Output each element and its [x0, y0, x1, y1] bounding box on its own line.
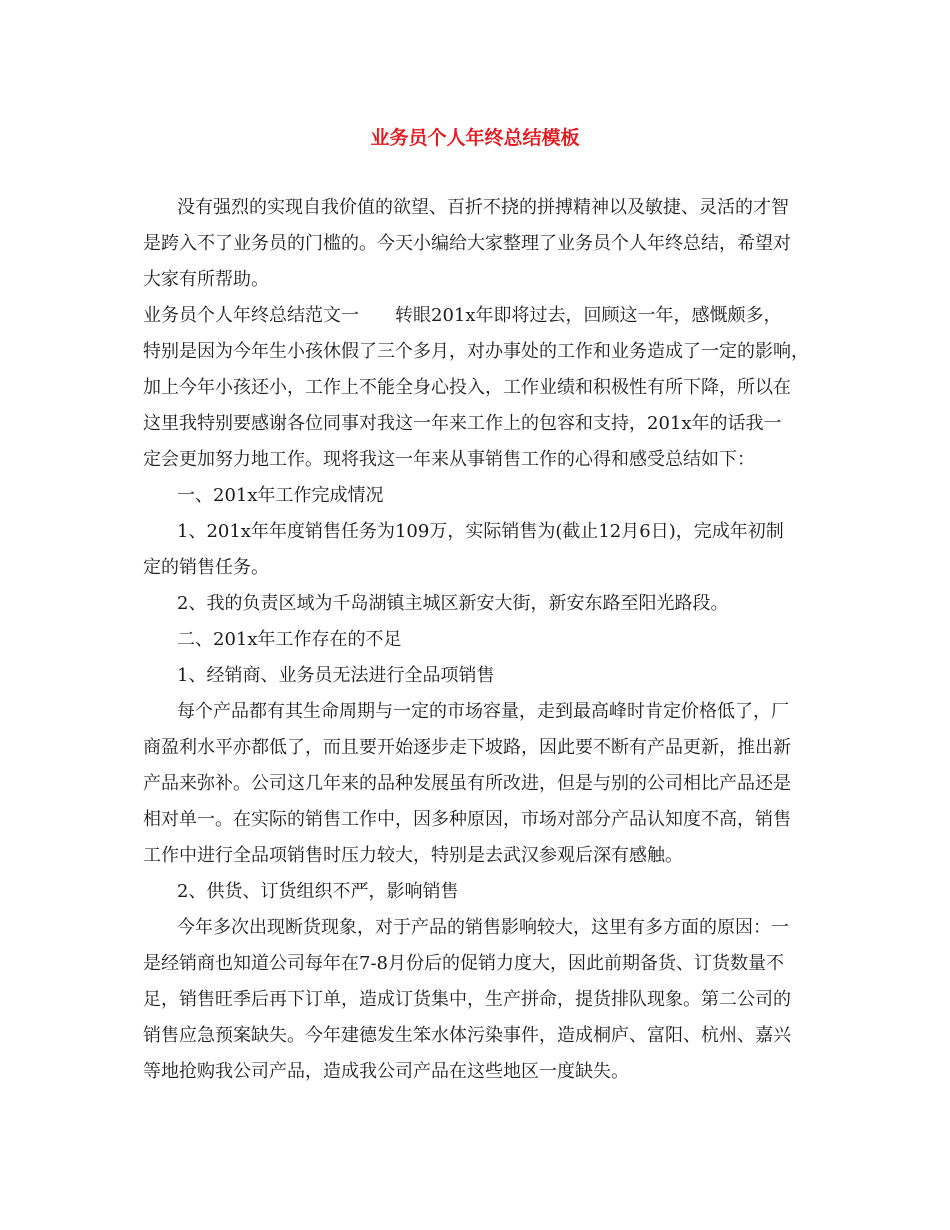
paragraph-line: 业务员个人年终总结范文一 转眼201x年即将过去，回顾这一年，感慨颇多，	[143, 305, 782, 326]
paragraph-line: 每个产品都有其生命周期与一定的市场容量，走到最高峰时肯定价格低了，厂	[177, 701, 789, 722]
paragraph-line: 今年多次出现断货现象，对于产品的销售影响较大，这里有多方面的原因：一	[177, 917, 789, 938]
paragraph-line: 大家有所帮助。	[143, 269, 269, 290]
paragraph-line: 等地抢购我公司产品，造成我公司产品在这些地区一度缺失。	[143, 1061, 629, 1082]
document-title: 业务员个人年终总结模板	[370, 127, 580, 149]
paragraph-line: 商盈利水平亦都低了，而且要开始逐步走下坡路，因此要不断有产品更新，推出新	[143, 737, 791, 758]
paragraph-line: 足，销售旺季后再下订单，造成订货集中，生产拼命，提货排队现象。第二公司的	[143, 989, 791, 1010]
paragraph-line: 1、201x年年度销售任务为109万，实际销售为(截止12月6日)，完成年初制	[177, 521, 784, 542]
paragraph-line: 2、我的负责区域为千岛湖镇主城区新安大街，新安东路至阳光路段。	[177, 593, 729, 614]
section-heading: 一、201x年工作完成情况	[177, 485, 384, 506]
subsection-heading: 2、供货、订货组织不严，影响销售	[177, 881, 459, 902]
paragraph-line: 是跨入不了业务员的门槛的。今天小编给大家整理了业务员个人年终总结，希望对	[143, 233, 791, 254]
section-heading: 二、201x年工作存在的不足	[177, 629, 402, 650]
paragraph-line: 定的销售任务。	[143, 557, 269, 578]
paragraph-line: 相对单一。在实际的销售工作中，因多种原因，市场对部分产品认知度不高，销售	[143, 809, 791, 830]
subsection-heading: 1、经销商、业务员无法进行全品项销售	[177, 665, 495, 686]
paragraph-line: 加上今年小孩还小，工作上不能全身心投入，工作业绩和积极性有所下降，所以在	[143, 377, 791, 398]
paragraph-line: 工作中进行全品项销售时压力较大，特别是去武汉参观后深有感触。	[143, 845, 683, 866]
paragraph-line: 特别是因为今年生小孩休假了三个多月，对办事处的工作和业务造成了一定的影响，	[143, 341, 809, 362]
paragraph-line: 定会更加努力地工作。现将我这一年来从事销售工作的心得和感受总结如下：	[143, 449, 755, 470]
paragraph-line: 产品来弥补。公司这几年来的品种发展虽有所改进，但是与别的公司相比产品还是	[143, 773, 791, 794]
paragraph-line: 销售应急预案缺失。今年建德发生笨水体污染事件，造成桐庐、富阳、杭州、嘉兴	[143, 1025, 791, 1046]
paragraph-line: 是经销商也知道公司每年在7-8月份后的促销力度大，因此前期备货、订货数量不	[143, 953, 784, 974]
paragraph-line: 这里我特别要感谢各位同事对我这一年来工作上的包容和支持，201x年的话我一	[143, 413, 782, 434]
paragraph-line: 没有强烈的实现自我价值的欲望、百折不挠的拼搏精神以及敏捷、灵活的才智	[177, 197, 789, 218]
